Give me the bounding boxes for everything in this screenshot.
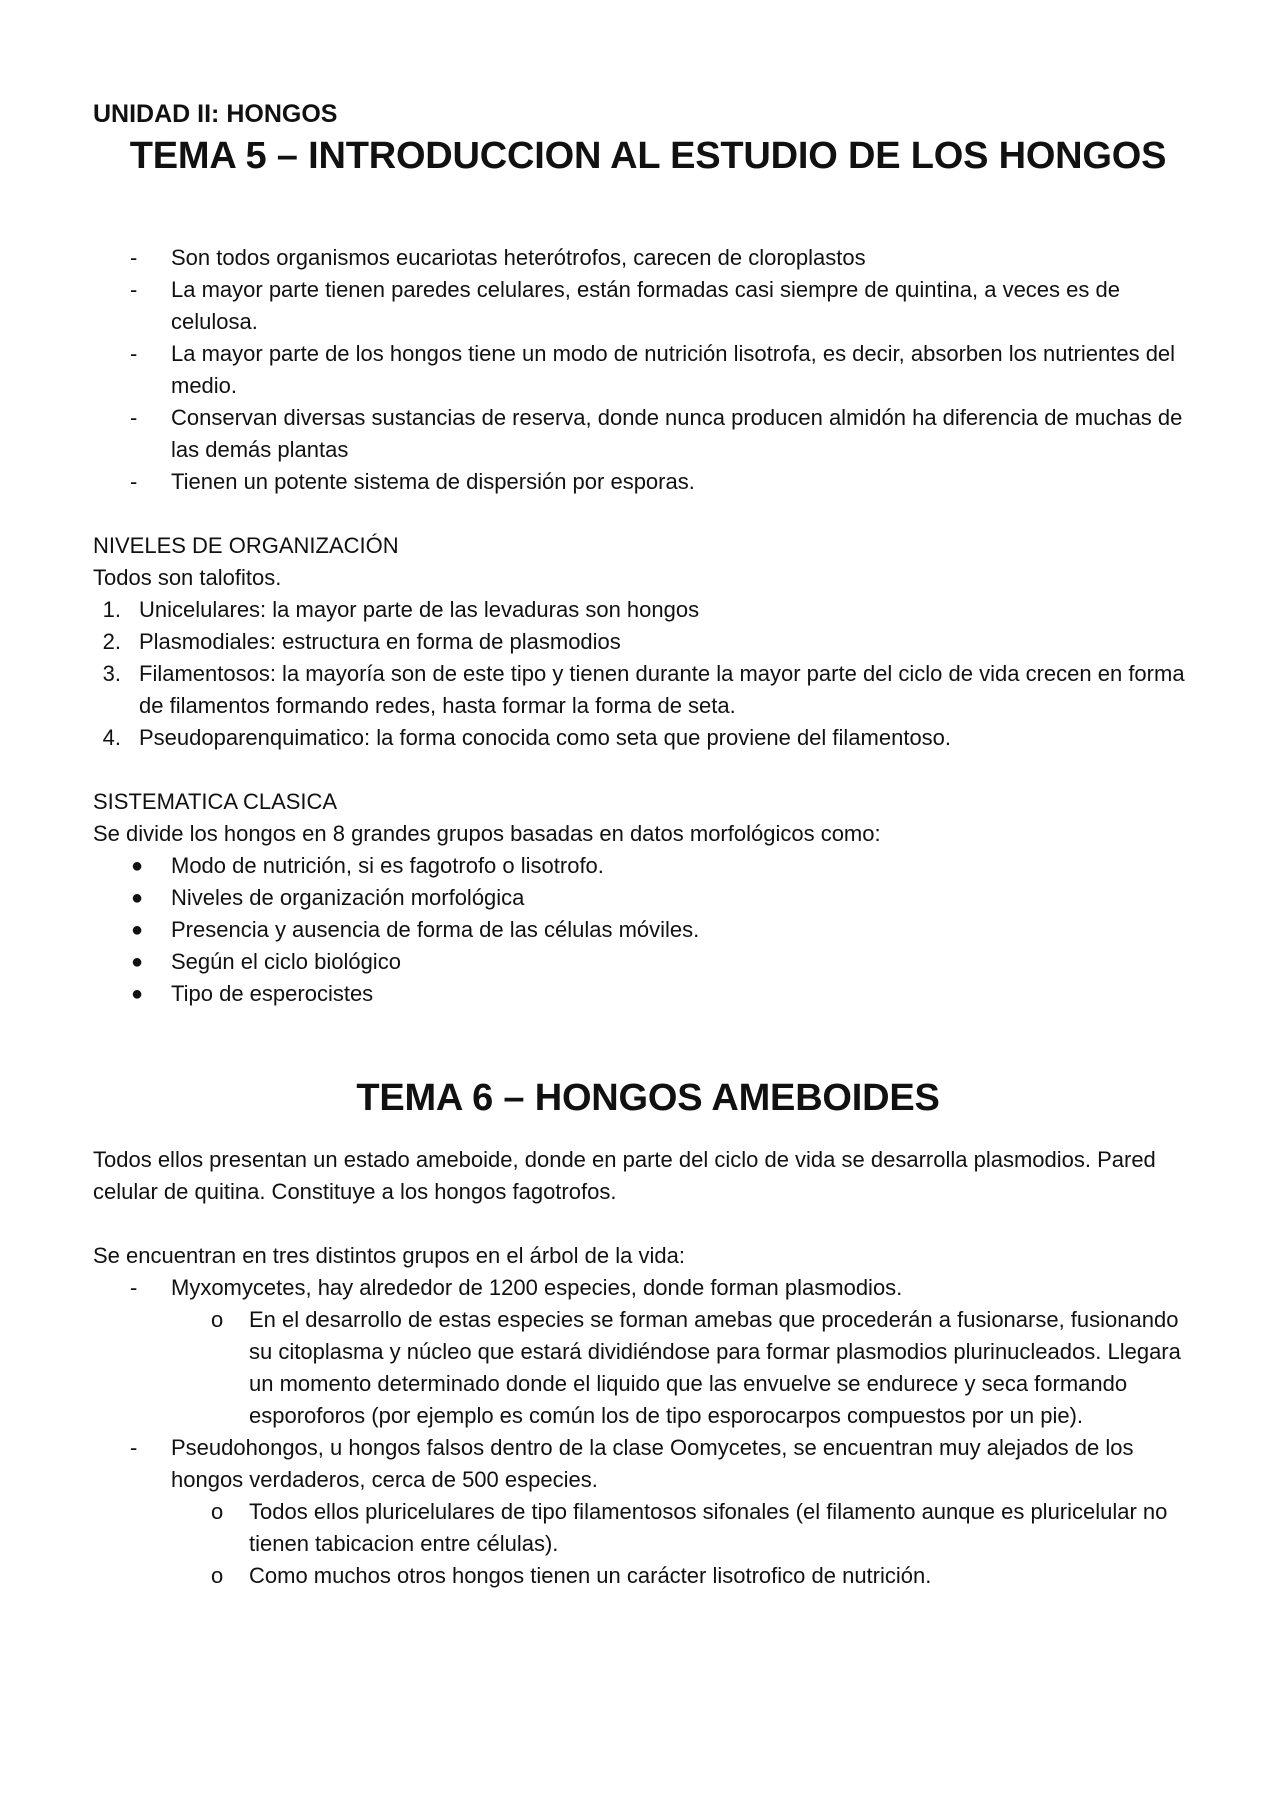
sistematica-list: [93, 850, 1203, 1010]
list-item: ● Presencia y ausencia de forma de las células móviles.: [93, 914, 1203, 946]
bullet-icon: ●: [131, 919, 144, 941]
list-item: ● Tipo de esperocistes: [93, 978, 1203, 1010]
sub-list-item: o Como muchos otros hongos tienen un carácter lisotrofico de nutrición.: [93, 1560, 1203, 1592]
circle-bullet-icon: o: [211, 1499, 224, 1524]
dash-marker: -: [130, 277, 138, 302]
circle-bullet-icon: o: [211, 1307, 224, 1332]
bullet-icon: ●: [131, 855, 144, 877]
tema5-intro-list: [93, 242, 1203, 498]
list-number: 2.: [102, 629, 121, 654]
circle-bullet-icon: o: [211, 1563, 224, 1588]
groups-intro: Se encuentran en tres distintos grupos en el árbol de la vida:: [93, 1243, 685, 1268]
groups-list: [93, 1272, 1203, 1592]
list-item: 3. Filamentosos: la mayoría son de este tipo y tienen durante la mayor parte del ciclo de vida crecen en forma de filamentos formando redes, hasta formar la forma de seta.: [93, 658, 1203, 722]
tema6-intro: Todos ellos presentan un estado ameboide, donde en parte del ciclo de vida se desarrolla plasmodios. Pared celular de quitina. Constituye a los hongos fagotrofos.: [93, 1147, 1156, 1204]
list-item: 1. Unicelulares: la mayor parte de las levaduras son hongos: [93, 594, 1203, 626]
list-item: - Myxomycetes, hay alrededor de 1200 especies, donde forman plasmodios.: [93, 1272, 1203, 1304]
list-item: ● Según el ciclo biológico: [93, 946, 1203, 978]
list-item: ● Niveles de organización morfológica: [93, 882, 1203, 914]
dash-marker: -: [130, 1275, 138, 1300]
niveles-intro: Todos son talofitos.: [93, 565, 282, 590]
dash-marker: -: [130, 405, 138, 430]
list-number: 3.: [102, 661, 121, 686]
dash-marker: -: [130, 469, 138, 494]
tema6-title: TEMA 6 – HONGOS AMEBOIDES: [356, 1077, 940, 1119]
bullet-icon: ●: [131, 887, 144, 909]
list-item: - La mayor parte tienen paredes celulares, están formadas casi siempre de quintina, a veces es de celulosa.: [93, 274, 1203, 338]
list-item: - La mayor parte de los hongos tiene un modo de nutrición lisotrofa, es decir, absorben los nutrientes del medio.: [93, 338, 1203, 402]
list-item: - Pseudohongos, u hongos falsos dentro de la clase Oomycetes, se encuentran muy alejados de los hongos verdaderos, cerca de 500 especies.: [93, 1432, 1203, 1496]
list-number: 4.: [102, 725, 121, 750]
document-page: [93, 96, 1203, 1592]
niveles-heading: NIVELES DE ORGANIZACIÓN: [93, 533, 399, 558]
dash-marker: -: [130, 245, 138, 270]
tema5-title: TEMA 5 – INTRODUCCION AL ESTUDIO DE LOS HONGOS: [129, 135, 1167, 177]
list-number: 1.: [102, 597, 121, 622]
dash-marker: -: [130, 1435, 138, 1460]
unit-title: UNIDAD II: HONGOS: [93, 100, 338, 128]
list-item: - Son todos organismos eucariotas heterótrofos, carecen de cloroplastos: [93, 242, 1203, 274]
sub-list-item: o Todos ellos pluricelulares de tipo filamentosos sifonales (el filamento aunque es pluricelular no tienen tabicacion entre células).: [93, 1496, 1203, 1560]
list-item: - Conservan diversas sustancias de reserva, donde nunca producen almidón ha diferencia de muchas de las demás plantas: [93, 402, 1203, 466]
sistematica-heading: SISTEMATICA CLASICA: [93, 789, 338, 814]
sistematica-intro: Se divide los hongos en 8 grandes grupos basadas en datos morfológicos como:: [93, 821, 881, 846]
dash-marker: -: [130, 341, 138, 366]
bullet-icon: ●: [131, 951, 144, 973]
list-item: - Tienen un potente sistema de dispersión por esporas.: [93, 466, 1203, 498]
bullet-icon: ●: [131, 983, 144, 1005]
sub-list-item: o En el desarrollo de estas especies se forman amebas que procederán a fusionarse, fusionando su citoplasma y núcleo que estará dividiéndose para formar plasmodios plurinucleados. Llegara un momento determinado donde el liquido que las envuelve se endurece y seca formando esporoforos (por ejemplo es común los de tipo esporocarpos compuestos por un pie).: [93, 1304, 1203, 1432]
list-item: 4. Pseudoparenquimatico: la forma conocida como seta que proviene del filamentoso.: [93, 722, 1203, 754]
list-item: 2. Plasmodiales: estructura en forma de plasmodios: [93, 626, 1203, 658]
list-item: ● Modo de nutrición, si es fagotrofo o lisotrofo.: [93, 850, 1203, 882]
niveles-list: [93, 594, 1203, 754]
